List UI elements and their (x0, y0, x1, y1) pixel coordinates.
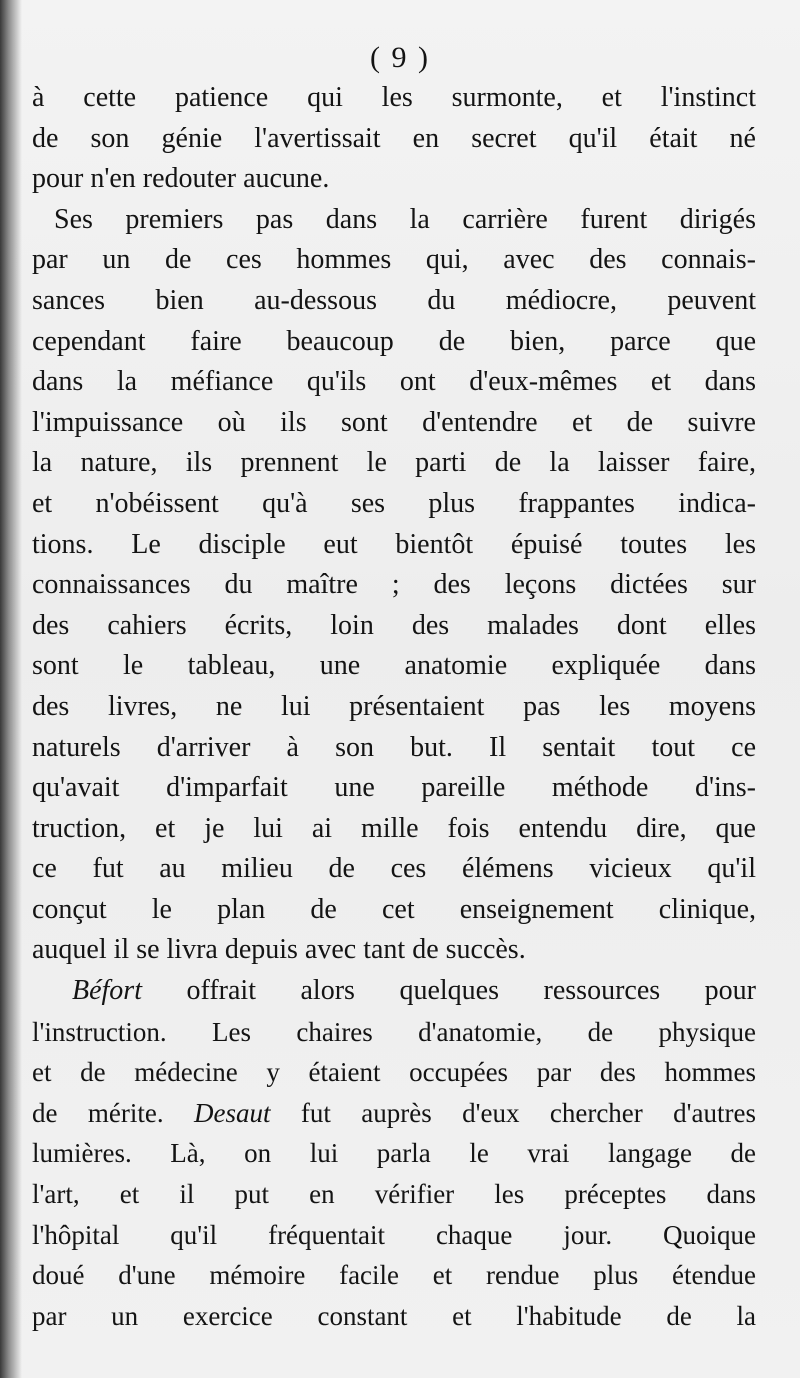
text-line: des cahiers écrits, loin des malades dont elles (32, 609, 756, 641)
text-line: pour n'en redouter aucune. (32, 163, 330, 195)
text-line: qu'avait d'imparfait une pareille méthode d'ins- (32, 772, 756, 804)
text-line: et de médecine y étaient occupées par des hommes (32, 1057, 756, 1088)
text-line: lumières. Là, on lui parla le vrai langage de (32, 1138, 756, 1169)
text-line: l'impuissance où ils sont d'entendre et de suivre (32, 406, 756, 438)
text-line: par un exercice constant et l'habitude de la (32, 1300, 756, 1331)
text-line: par un de ces hommes qui, avec des connais- (32, 244, 756, 276)
text-fragment: offrait alors quelques ressources pour (142, 975, 756, 1007)
page-number: ( 9 ) (370, 41, 430, 74)
text-line: l'art, et il put en vérifier les préceptes dans (32, 1179, 756, 1210)
text-line (32, 1093, 756, 1134)
text-line: sances bien au-dessous du médiocre, peuvent (32, 284, 756, 316)
italic-name: Desaut (193, 1097, 271, 1128)
text-line: Ses premiers pas dans la carrière furent dirigés (54, 203, 756, 235)
text-line: des livres, ne lui présentaient pas les moyens (32, 690, 756, 722)
text-line: naturels d'arriver à son but. Il sentait tout ce (32, 731, 756, 763)
text-line: de son génie l'avertissait en secret qu'il était né (32, 122, 756, 154)
text-line (32, 971, 756, 1012)
text-line: doué d'une mémoire facile et rendue plus étendue (32, 1260, 756, 1291)
text-line: dans la méfiance qu'ils ont d'eux-mêmes et dans (32, 366, 756, 398)
text-line: cependant faire beaucoup de bien, parce que (32, 325, 756, 357)
text-line: truction, et je lui ai mille fois entendu dire, que (32, 812, 756, 844)
text-line: ce fut au milieu de ces élémens vicieux qu'il (32, 853, 756, 885)
text-line: connaissances du maître ; des leçons dictées sur (32, 569, 756, 601)
text-line: la nature, ils prennent le parti de la laisser faire, (32, 447, 756, 479)
text-line: à cette patience qui les surmonte, et l'instinct (32, 82, 756, 113)
page-body-text (32, 78, 756, 1336)
text-fragment: fut auprès d'eux chercher d'autres (270, 1097, 756, 1128)
text-line: sont le tableau, une anatomie expliquée dans (32, 650, 756, 682)
text-line: auquel il se livra depuis avec tant de succès. (32, 934, 526, 966)
italic-name: Béfort (72, 975, 142, 1007)
text-line: l'hôpital qu'il fréquentait chaque jour. Quoique (32, 1219, 756, 1250)
text-line: l'instruction. Les chaires d'anatomie, de physique (32, 1016, 756, 1047)
page-gutter-shadow (0, 0, 22, 1378)
text-line: tions. Le disciple eut bientôt épuisé toutes les (32, 528, 756, 560)
text-line: conçut le plan de cet enseignement clinique, (32, 893, 756, 925)
text-line: et n'obéissent qu'à ses plus frappantes indica- (32, 487, 756, 519)
text-fragment: de mérite. (32, 1097, 194, 1128)
